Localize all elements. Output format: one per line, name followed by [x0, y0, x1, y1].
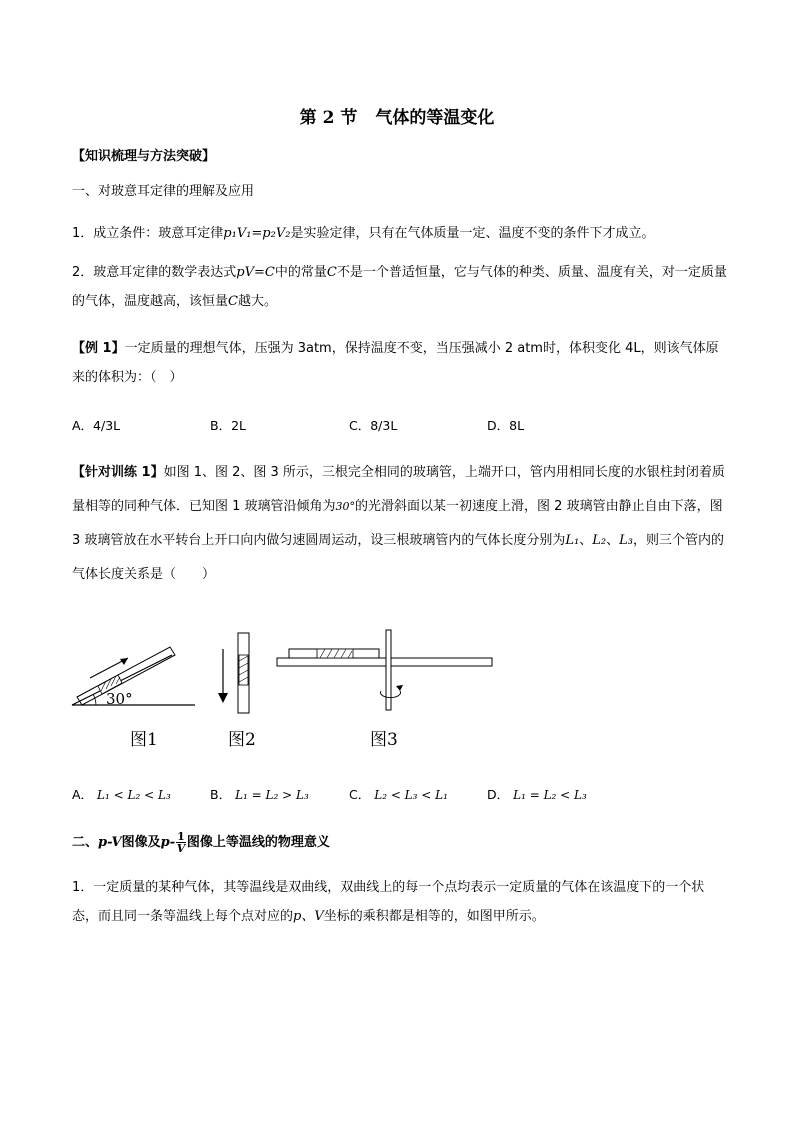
training-1 [72, 456, 727, 592]
option-a-expr: L₁ < L₂ < L₃ [97, 788, 171, 802]
constant-c: C [326, 265, 337, 280]
length-l2: L₂ [592, 533, 607, 548]
figure-1-incline [72, 647, 195, 708]
sep-2: 、 [606, 533, 620, 548]
expression-mid2: 不是一个普适恒量，它与气体的种类、质量、温度有关，对一定质量的气体，温度越高，该恒量 [72, 265, 727, 309]
figure-2-label: 图2 [228, 730, 256, 750]
figure-3-rotating-platform [277, 630, 492, 710]
constant-c-2: C [228, 294, 238, 309]
condition-suffix: 是实验定律，只有在气体质量一定、温度不变的条件下才成立。 [290, 226, 655, 241]
heading-two-suffix: 图像上等温线的物理意义 [186, 835, 330, 850]
boyle-formula: p₁V₁=p₂V₂ [223, 226, 291, 241]
page-title [0, 103, 794, 128]
example-option-b: B．2L [210, 418, 246, 433]
training-option-b [210, 785, 309, 803]
fraction-denominator: V [176, 842, 186, 855]
heading-one: 一、对玻意耳定律的理解及应用 [72, 184, 255, 199]
option-d-letter: D． [487, 787, 510, 802]
pv-formula: pV=C [236, 265, 275, 280]
heading-two-p: p- [160, 835, 176, 850]
option-b-letter: B． [210, 787, 232, 802]
training-option-d [487, 785, 587, 803]
training-tail: ，则三个管内的气体长度关系是（ ） [72, 533, 725, 582]
length-l3: L₃ [619, 533, 634, 548]
one-over-v-fraction [176, 831, 186, 854]
heading-two-prefix: 二、 [72, 835, 99, 850]
option-b-expr: L₁ = L₂ > L₃ [235, 788, 309, 802]
heading-two [72, 828, 727, 857]
condition-prefix: 1．成立条件：玻意耳定律 [72, 226, 224, 241]
training-option-c [349, 785, 448, 803]
training-angle: 30° [335, 500, 356, 513]
example-1 [72, 334, 727, 392]
isotherm-vars: p、V [293, 909, 324, 924]
sep-1: 、 [579, 533, 593, 548]
length-l1: L₁ [565, 533, 580, 548]
example-option-d: D．8L [487, 418, 525, 433]
option-a-letter: A． [72, 787, 94, 802]
expression-suffix: 越大。 [237, 294, 277, 309]
option-c-letter: C． [349, 787, 371, 802]
paragraph-expression [72, 258, 727, 316]
example-option-c: C．8/3L [349, 418, 398, 433]
section-name: 气体的等温变化 [375, 108, 495, 128]
tube-figures [60, 625, 520, 755]
heading-two-mid: 图像及 [121, 835, 161, 850]
section-number: 第 2 节 [299, 108, 358, 128]
isotherm-text-1: 1．一定质量的某种气体，其等温线是双曲线，双曲线上的每一个点均表示一定质量的气体在该温度下的一个状态，而且同一条等温线上每个点对应的 [72, 880, 705, 924]
fraction-numerator: 1 [177, 830, 185, 843]
training-text-1: 如图 1、图 2、图 3 所示，三根完全相同的玻璃管，上端开口，管内用相同长度的水银柱封闭着质量相等的同种气体．已知图 1 玻璃管沿倾角为 [72, 465, 725, 514]
figure-1-label: 图1 [130, 730, 158, 750]
option-c-expr: L₂ < L₃ < L₁ [374, 788, 448, 802]
training-label: 【针对训练 1】 [72, 465, 164, 480]
example-label: 【例 1】 [72, 341, 125, 356]
training-option-a [72, 785, 171, 803]
paragraph-condition [72, 219, 727, 248]
training-text-2: 的光滑斜面以某一初速度上滑，图 2 玻璃管由静止自由下落，图 3 玻璃管放在水平转台上开口向内做匀速圆周运动，设三根玻璃管内的气体长度分别为 [72, 499, 723, 548]
isotherm-text-2: 坐标的乘积都是相等的，如图甲所示。 [323, 909, 545, 924]
figure-1-angle: 30° [106, 690, 133, 708]
example-option-a: A．4/3L [72, 418, 121, 433]
knowledge-header: 【知识梳理与方法突破】 [72, 149, 216, 164]
example-text: 一定质量的理想气体，压强为 3atm，保持温度不变，当压强减小 2 atm时，体积变化 4L，则该气体原来的体积为：（ ） [72, 341, 719, 385]
figure-3-label: 图3 [370, 730, 398, 750]
option-d-expr: L₁ = L₂ < L₃ [513, 788, 587, 802]
expression-mid1: 中的常量 [274, 265, 327, 280]
heading-two-pv: p-V [98, 835, 122, 850]
paragraph-isotherm [72, 873, 727, 931]
expression-prefix: 2．玻意耳定律的数学表达式 [72, 265, 237, 280]
figure-2-falling-tube [218, 633, 249, 713]
